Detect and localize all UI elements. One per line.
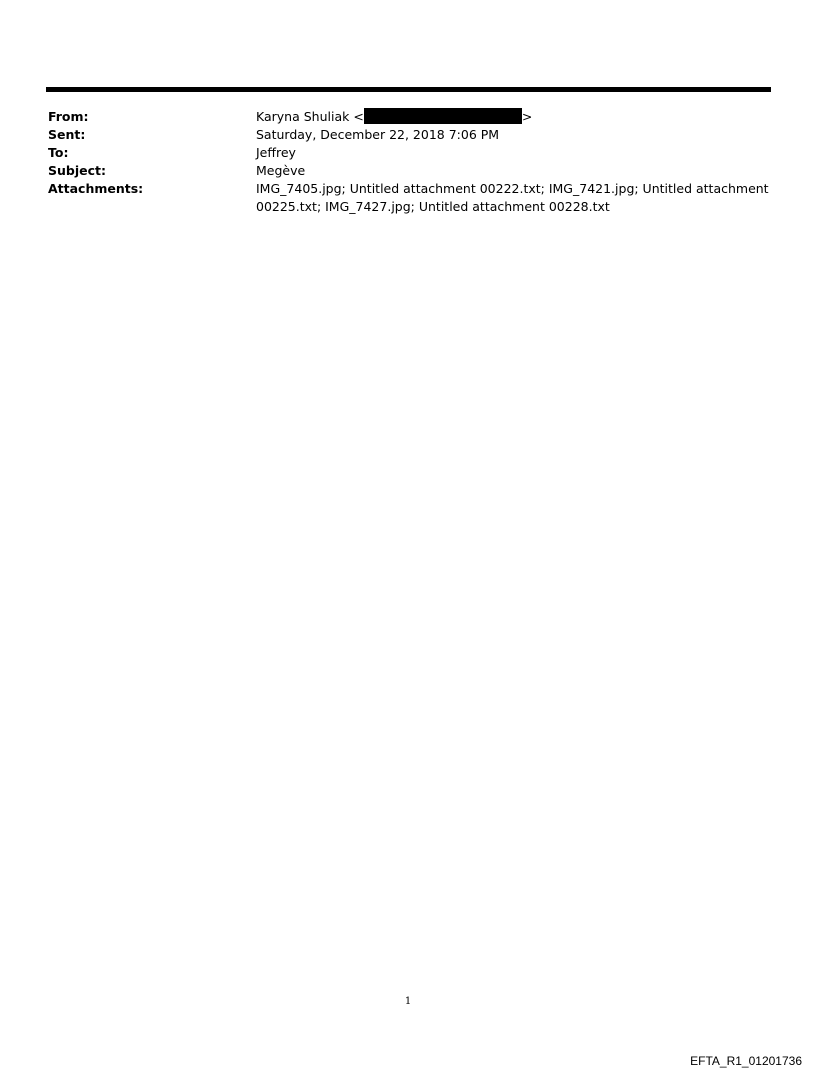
document-id: EFTA_R1_01201736 [690,1054,802,1068]
subject-label: Subject: [48,163,106,178]
subject-value: Megève [256,163,306,178]
header-rule [46,87,771,92]
redacted-email-block [364,108,522,124]
to-label: To: [48,145,69,160]
attachments-label: Attachments: [48,181,144,196]
page-number: 1 [404,996,412,1007]
attachments-value: IMG_7405.jpg; Untitled attachment 00222.txt; IMG_7421.jpg; Untitled attachment 00225.txt; IMG_7427.jpg; Untitled attachment 00228.txt [256,181,769,214]
sender-name: Karyna Shuliak [256,109,350,124]
from-value [256,108,776,126]
sent-label: Sent: [48,127,86,142]
sent-value: Saturday, December 22, 2018 7:06 PM [256,127,500,142]
sender-email-open-bracket: < [353,109,364,124]
from-label: From: [48,109,89,124]
sender-email-close-bracket: > [521,109,533,124]
to-value: Jeffrey [256,145,296,160]
